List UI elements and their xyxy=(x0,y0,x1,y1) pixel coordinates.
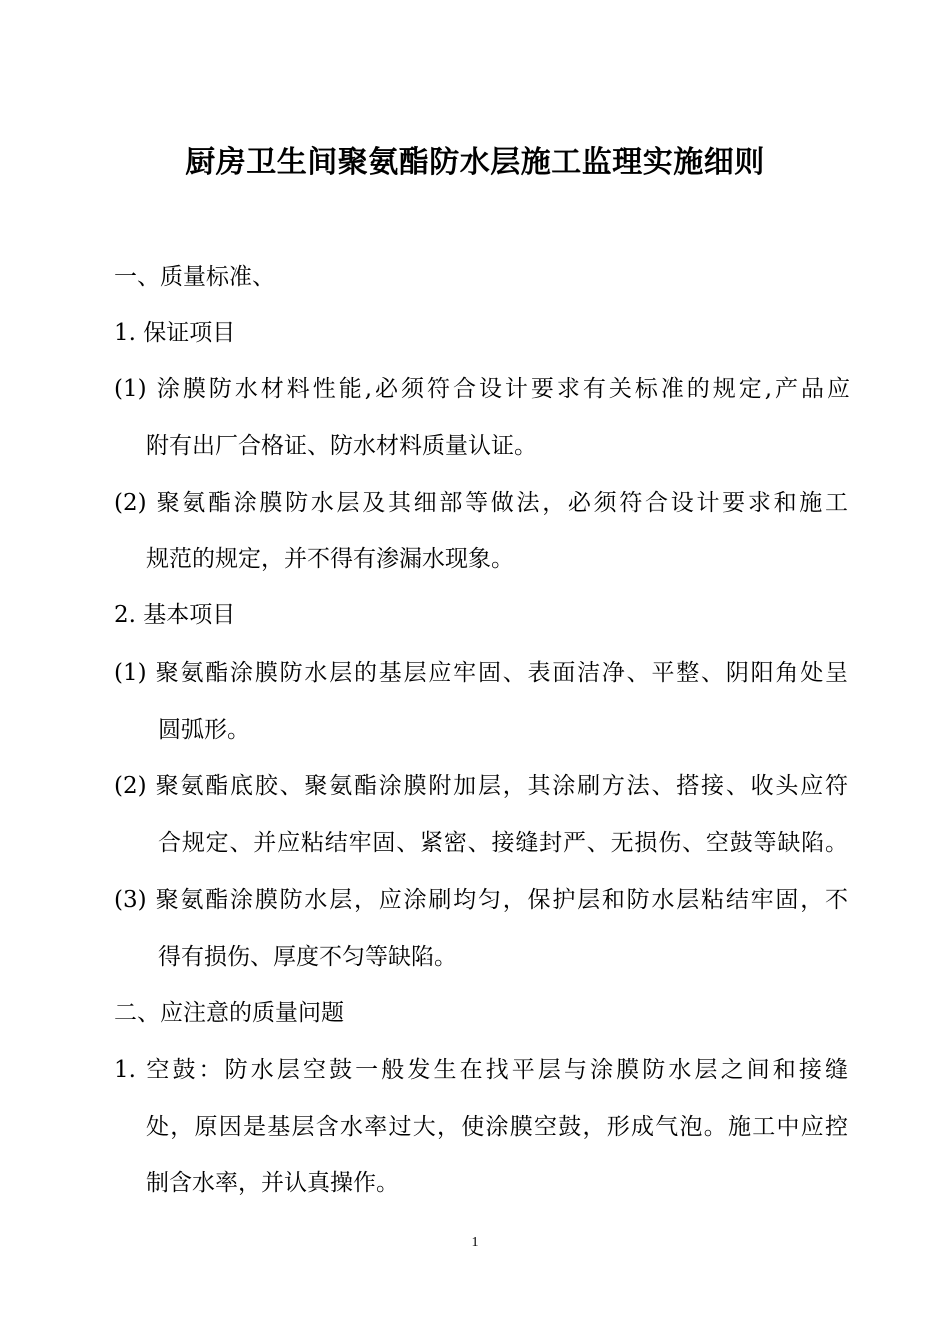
paragraph-line: (1) 聚氨酯涂膜防水层的基层应牢固、表面洁净、平整、阴阳角处呈 xyxy=(114,660,848,686)
paragraph-line: (2) 聚氨酯底胶、聚氨酯涂膜附加层，其涂刷方法、搭接、收头应符 xyxy=(114,773,848,799)
paragraph-line: (1) 涂膜防水材料性能,必须符合设计要求有关标准的规定,产品应 xyxy=(114,376,850,402)
page-number: 1 xyxy=(471,1235,479,1250)
subheading-basic-items: 2. 基本项目 xyxy=(114,602,236,628)
section-heading-quality-standards: 一、质量标准、 xyxy=(114,264,275,290)
paragraph-line: 圆弧形。 xyxy=(158,717,250,743)
paragraph-line: 制含水率，并认真操作。 xyxy=(146,1170,399,1196)
section-heading-quality-issues: 二、应注意的质量问题 xyxy=(114,1000,344,1026)
paragraph-line: 合规定、并应粘结牢固、紧密、接缝封严、无损伤、空鼓等缺陷。 xyxy=(158,830,848,856)
paragraph-line: 1. 空鼓：防水层空鼓一般发生在找平层与涂膜防水层之间和接缝 xyxy=(114,1057,848,1083)
document-title: 厨房卫生间聚氨酯防水层施工监理实施细则 xyxy=(185,145,765,180)
subheading-guarantee-items: 1. 保证项目 xyxy=(114,320,236,346)
paragraph-line: 处，原因是基层含水率过大，使涂膜空鼓，形成气泡。施工中应控 xyxy=(146,1114,848,1140)
paragraph-line: (2) 聚氨酯涂膜防水层及其细部等做法，必须符合设计要求和施工 xyxy=(114,490,848,516)
paragraph-line: 规范的规定，并不得有渗漏水现象。 xyxy=(146,546,514,572)
paragraph-line: 得有损伤、厚度不匀等缺陷。 xyxy=(158,944,457,970)
paragraph-line: (3) 聚氨酯涂膜防水层，应涂刷均匀，保护层和防水层粘结牢固，不 xyxy=(114,887,848,913)
paragraph-line: 附有出厂合格证、防水材料质量认证。 xyxy=(146,433,537,459)
